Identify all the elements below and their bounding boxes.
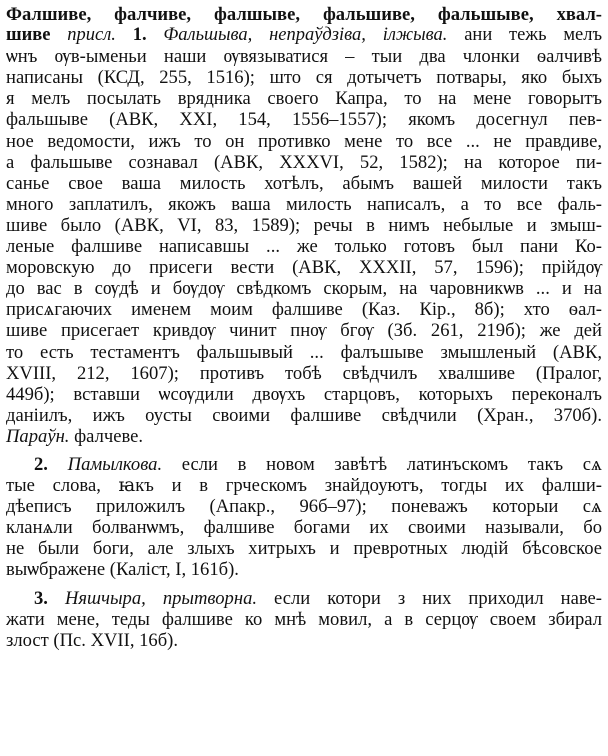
text-line: 449б); вставши ѡсѹдили двѹхъ старцовъ, которыхъ переконалъ xyxy=(6,383,602,405)
sense-3-first-line xyxy=(6,588,602,609)
text-line: шиве было (АВК, VI, 83, 1589); речы в нимъ небылые и змыш- xyxy=(6,214,602,236)
text-line: XVIII, 212, 1607); противъ тобѣ свѣдчилъ хвалшиве (Пралог, xyxy=(6,362,602,384)
dictionary-entry xyxy=(6,4,602,651)
sense-1-gloss: Фальшыва, непраўдзіва, ілжыва. xyxy=(163,25,448,46)
sense-1-quote-start: ани тежь мелъ xyxy=(447,25,603,46)
text-line: ѡнъ ѹв-ыменьи наши ѹвязыватися – тыи два члонки ѳалчивѣ xyxy=(6,46,602,68)
text-line: моровскую до присеги вести (АВК, XXXII, 57, 1596); прійдѹ xyxy=(6,257,602,279)
sense-2-number: 2. xyxy=(34,453,48,475)
text-line: шиве присегает кривдѹ чинит пнѹ бгѹ (Зб. 261, 219б); же дей xyxy=(6,320,602,342)
text-line: даніилъ, ижъ оусты своими фалшиве свѣдчили (Хран., 370б). xyxy=(6,404,602,426)
text-line: выѡбражене (Каліст, I, 161б). xyxy=(6,559,239,581)
paraun-word: фалчеве. xyxy=(69,425,144,447)
text-line: присѧгаючих именем моим фалшиве (Каз. Кір., 8б); хто ѳал- xyxy=(6,299,602,321)
text-line: дѣеписъ приложилъ (Апакр., 96б–97); поневажъ которыи сѧ xyxy=(6,496,602,518)
text-line: то есть тестаментъ фальшывый ... фалъшыве змышленый (АВК, xyxy=(6,341,602,363)
text-line: кланѧли болванѡмъ, фалшиве богами их своими называли, бо xyxy=(6,517,602,539)
headword-line xyxy=(6,4,602,25)
paraun-label: Параўн. xyxy=(6,425,70,447)
paraun-line xyxy=(6,426,602,447)
part-of-speech: присл. xyxy=(67,25,116,46)
text-line: много заплатилъ, якожъ ваша милость написалъ, а то все фаль- xyxy=(6,193,602,215)
sense-3-quote-start: если котори з них приходил наве- xyxy=(257,587,602,609)
text-line: написаны (КСД, 255, 1516); што ся дотычетъ потвары, яко быхъ xyxy=(6,67,602,89)
text-line: до вас в сѹдѣ и бѹдѹ свѣдкомъ скорым, на чаровникѡв ... и на xyxy=(6,278,602,300)
sense-2-gloss: Памылкова. xyxy=(67,453,163,475)
sense-3-number: 3. xyxy=(34,587,48,609)
sense-2-quote-start: если в новом завѣтѣ латинъскомъ такъ сѧ xyxy=(162,453,602,475)
text-line: я мелъ посылать врядника своего Капра, то на мене говорытъ xyxy=(6,88,602,110)
text-line: жати мене, теды фалшиве ко мнѣ мовил, а в серцѹ своем збирал xyxy=(6,608,602,630)
text-line: злост (Пс. XVII, 16б). xyxy=(6,629,179,651)
text-line: фальшыве (АВК, XXI, 154, 1556–1557); якомъ досегнул пев- xyxy=(6,109,602,131)
sense-1-number: 1. xyxy=(132,25,147,46)
headword-end: шиве xyxy=(6,25,51,46)
headword-variants: Фалшиве, фалчиве, фалшыве, фальшиве, фальшыве, хвал- xyxy=(6,4,602,25)
text-line: санье свое ваша милость хотѣлъ, абымъ вашей милости такъ xyxy=(6,172,602,194)
sense-2-first-line xyxy=(6,454,602,475)
sense-1-first-line xyxy=(6,25,602,46)
text-line: ное ведомости, ижъ то он противко мене то все ... не правдиве, xyxy=(6,130,602,152)
text-line: тые слова, ꙗкъ и в грческомъ знайдоуютъ, тогды их фалши- xyxy=(6,475,602,497)
text-line: леные фалшиве написавшы ... же только готовъ был пани Ко- xyxy=(6,236,602,258)
text-line: а фальшыве сознавал (АВК, XXXVI, 52, 1582); на которое пи- xyxy=(6,151,602,173)
text-line: не были боги, але злыхъ хитрыхъ и превротных людій бѣсовское xyxy=(6,538,602,560)
sense-3-gloss: Няшчыра, прытворна. xyxy=(64,587,258,609)
